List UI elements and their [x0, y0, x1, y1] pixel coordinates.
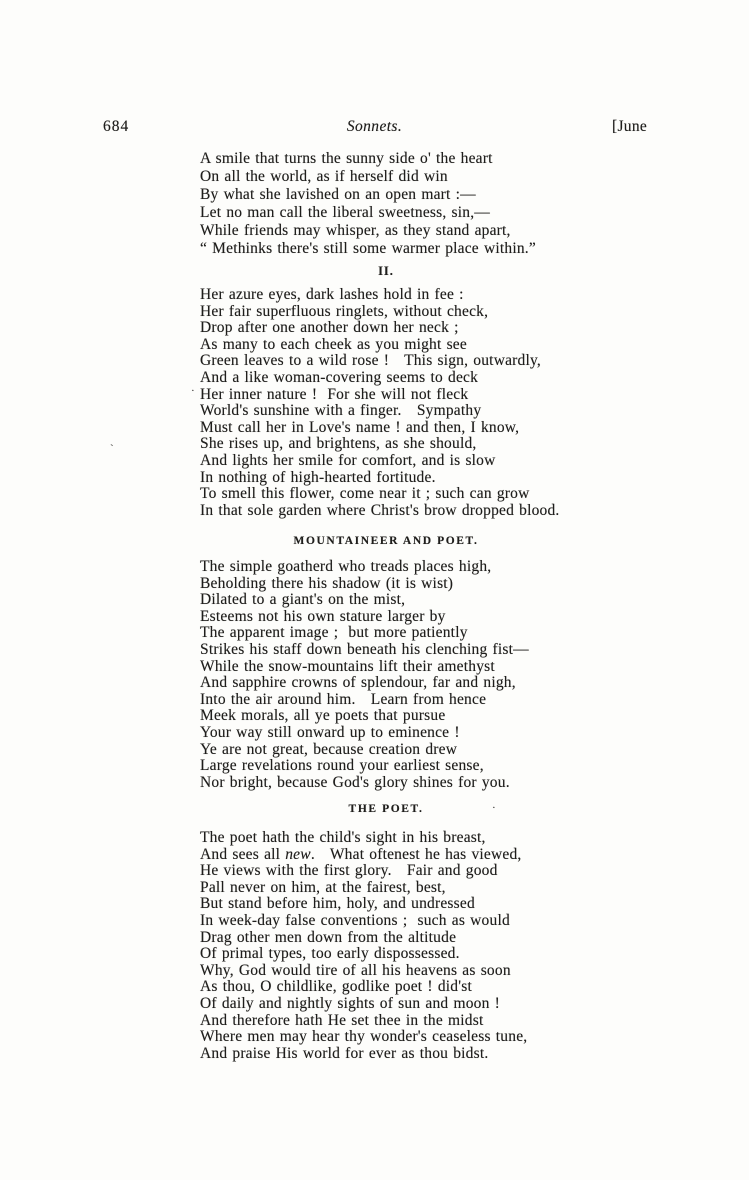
- poem-line: In nothing of high-hearted fortitude.: [200, 468, 436, 486]
- scan-artifact: `: [110, 443, 114, 455]
- poem-line: Of daily and nightly sights of sun and moon !: [200, 994, 500, 1012]
- poem-line: Ye are not great, because creation drew: [200, 740, 458, 758]
- poem-line: Must call her in Love's name ! and then, I know,: [200, 418, 520, 436]
- poem-line: And a like woman-covering seems to deck: [200, 368, 479, 386]
- poem-line: Your way still onward up to eminence !: [200, 723, 460, 741]
- poem-line: To smell this flower, come near it ; such can grow: [200, 485, 530, 503]
- poem-lines: [200, 150, 640, 258]
- poem-line: Dilated to a giant's on the mist,: [200, 591, 406, 609]
- poem-line: World's sunshine with a finger. Sympathy: [200, 402, 482, 420]
- poem-line: The apparent image ; but more patiently: [200, 624, 468, 642]
- poem-line: Large revelations round your earliest sense,: [200, 757, 484, 775]
- poem-line: While the snow-mountains lift their amethyst: [200, 657, 495, 675]
- sonnet-ii: [200, 287, 640, 519]
- poem-line: On all the world, as if herself did win: [200, 168, 448, 185]
- poem-line: Of primal types, too early dispossessed.: [200, 945, 460, 963]
- issue-month: [June: [612, 118, 648, 135]
- poem-lines: [200, 287, 640, 519]
- poem-line: A smile that turns the sunny side o' the heart: [200, 150, 493, 167]
- poem-line: Into the air around him. Learn from hence: [200, 690, 487, 708]
- sonnet-continuation: [200, 150, 640, 258]
- poem-line: Pall never on him, at the fairest, best,: [200, 878, 446, 896]
- poem-line: And praise His world for ever as thou bidst.: [200, 1044, 489, 1062]
- poem-line: Drop after one another down her neck ;: [200, 319, 459, 337]
- section-heading-the-poet: THE POET.: [348, 803, 424, 815]
- section-heading-mountaineer-and-poet: MOUNTAINEER AND POET.: [293, 535, 479, 547]
- poem-line: And sees all new. What oftenest he has viewed,: [200, 845, 522, 863]
- the-poet: [200, 830, 640, 1062]
- poem-line: Esteems not his own stature larger by: [200, 607, 446, 625]
- running-header: [0, 118, 749, 138]
- poem-line: Where men may hear thy wonder's ceaseless tune,: [200, 1028, 528, 1046]
- poem-line: The simple goatherd who treads places high,: [200, 558, 492, 575]
- poem-line: Meek morals, all ye poets that pursue: [200, 707, 446, 725]
- poem-line: While friends may whisper, as they stand apart,: [200, 222, 511, 239]
- poem-line: Let no man call the liberal sweetness, sin,—: [200, 204, 490, 221]
- poem-line: In week-day false conventions ; such as would: [200, 911, 510, 929]
- poem-line: Why, God would tire of all his heavens as soon: [200, 961, 511, 979]
- poem-line: Nor bright, because God's glory shines for you.: [200, 773, 510, 791]
- poem-line: “ Methinks there's still some warmer place within.”: [200, 240, 536, 257]
- poem-line: The poet hath the child's sight in his breast,: [200, 829, 486, 846]
- scan-artifact: ·: [492, 802, 496, 814]
- poem-line: As many to each cheek as you might see: [200, 335, 467, 353]
- poem-line: By what she lavished on an open mart :—: [200, 186, 476, 203]
- mountaineer-and-poet: [200, 559, 640, 791]
- poem-line: He views with the first glory. Fair and good: [200, 862, 498, 880]
- poem-line: But stand before him, holy, and undressed: [200, 895, 475, 913]
- poem-line: And lights her smile for comfort, and is slow: [200, 451, 496, 469]
- poem-line: As thou, O childlike, godlike poet ! did'st: [200, 978, 472, 996]
- poem-line: And sapphire crowns of splendour, far and nigh,: [200, 674, 516, 692]
- poem-line: Her azure eyes, dark lashes hold in fee :: [200, 286, 464, 303]
- poem-line: And therefore hath He set thee in the midst: [200, 1011, 484, 1029]
- running-title: Sonnets.: [346, 118, 403, 135]
- scan-artifact: ·: [191, 385, 195, 397]
- poem-line: In that sole garden where Christ's brow dropped blood.: [200, 501, 560, 519]
- poem-line: Strikes his staff down beneath his clenching fist—: [200, 640, 529, 658]
- poem-lines: [200, 559, 640, 791]
- poem-line: Her fair superfluous ringlets, without check,: [200, 302, 489, 320]
- section-heading-ii: II.: [378, 264, 394, 278]
- poem-line: Drag other men down from the altitude: [200, 928, 457, 946]
- poem-line: Green leaves to a wild rose ! This sign, outwardly,: [200, 352, 541, 370]
- poem-line: Her inner nature ! For she will not fleck: [200, 385, 469, 403]
- poem-line: She rises up, and brightens, as she should,: [200, 435, 477, 453]
- poem-line: Beholding there his shadow (it is wist): [200, 574, 454, 592]
- page-number: 684: [103, 118, 130, 135]
- poem-lines: [200, 830, 640, 1062]
